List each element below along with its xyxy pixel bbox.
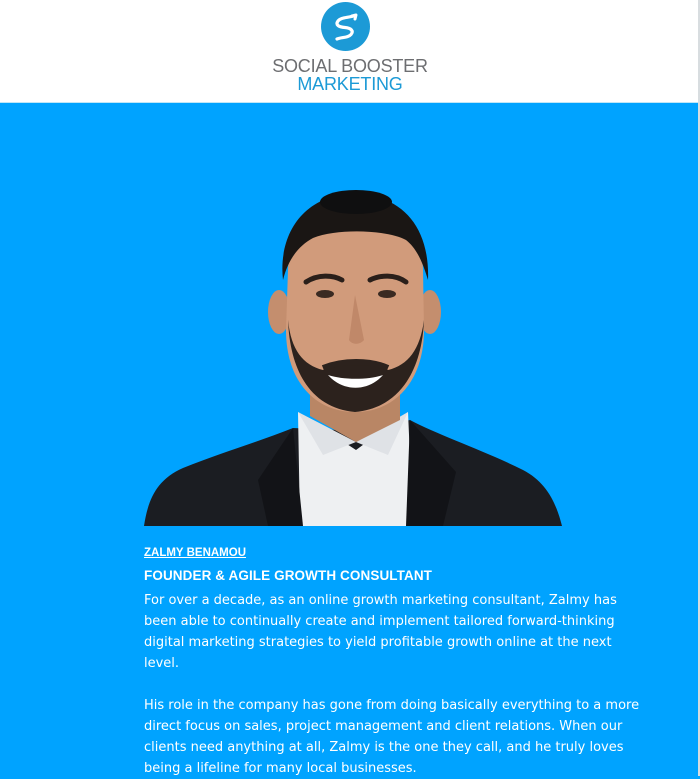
person-title: FOUNDER & AGILE GROWTH CONSULTANT <box>144 568 433 583</box>
logo-text-marketing: MARKETING <box>297 74 403 94</box>
bio-paragraph-1: For over a decade, as an online growth marketing consultant, Zalmy has been able to continually create and implement tailored forward-thinking digital marketing strategies to yield profitable growth online at the next level. <box>144 593 617 671</box>
bio-section <box>144 541 644 779</box>
logo-text-social-booster: SOCIAL BOOSTER <box>272 56 428 76</box>
person-name-link[interactable]: ZALMY BENAMOU <box>144 547 247 559</box>
booster-arrow-icon <box>321 2 370 51</box>
bio-paragraph-2: His role in the company has gone from doing basically everything to a more direct focus on sales, project management and client relations. When our clients need anything at all, Zalmy is the one they call, and he truly loves being a lifeline for many local businesses. <box>144 698 640 776</box>
profile-photo <box>138 180 564 527</box>
company-logo[interactable] <box>0 0 700 103</box>
site-header <box>0 0 700 103</box>
